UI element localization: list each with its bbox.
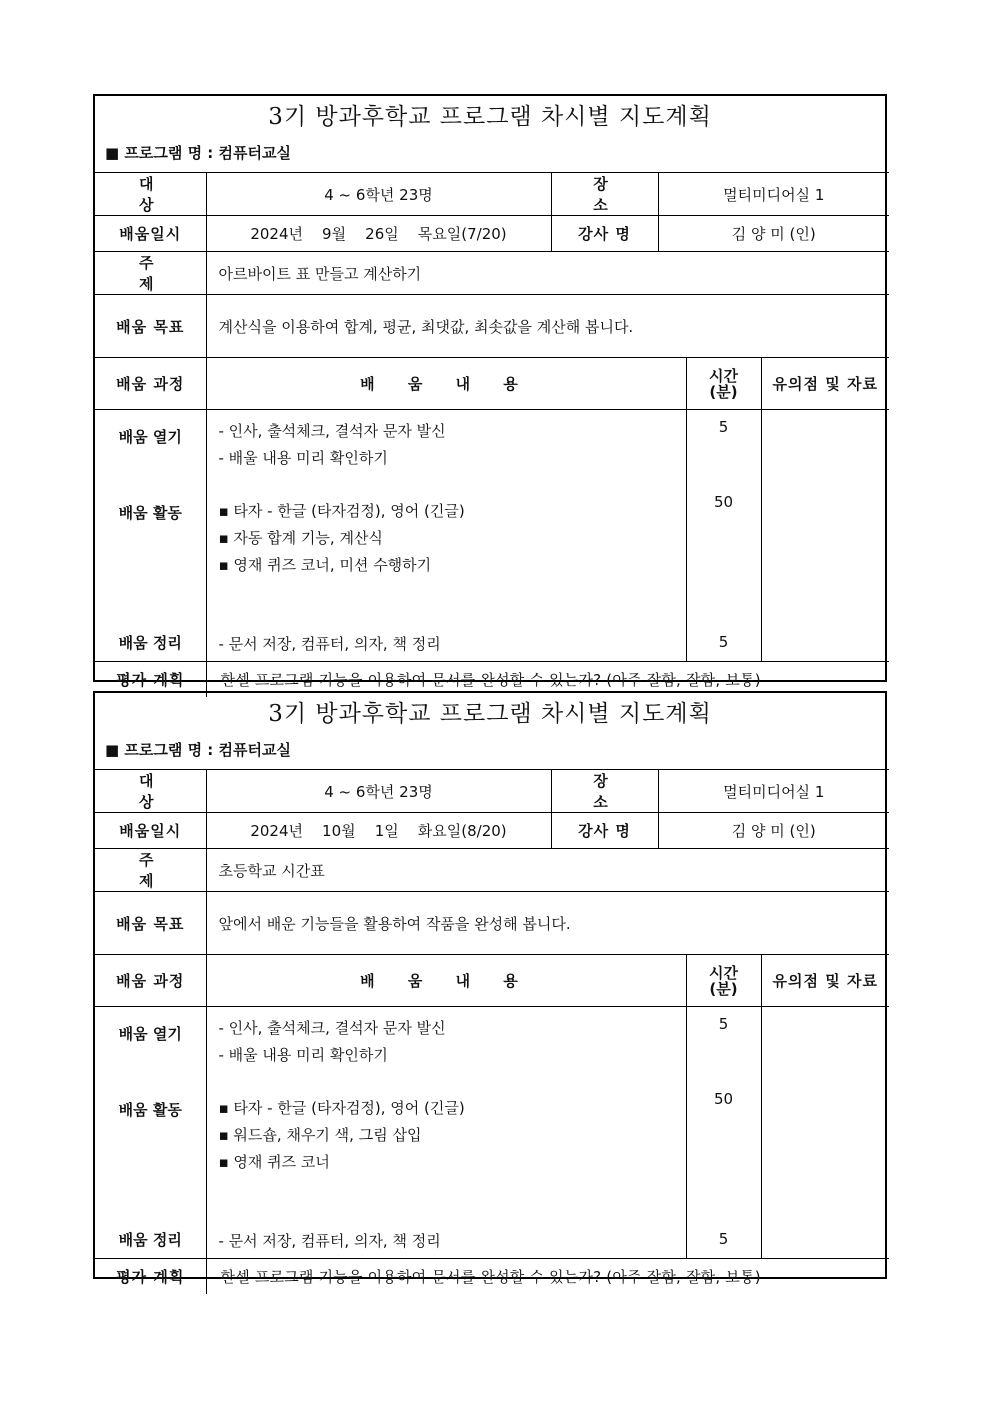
content-column	[206, 1007, 686, 1259]
date-label: 배움일시	[95, 216, 206, 252]
time-open: 5	[718, 418, 729, 436]
process-header: 배움 과정	[95, 955, 206, 1007]
teacher-label: 강사 명	[551, 813, 658, 849]
time-close: 5	[718, 1230, 729, 1248]
content-line: ▪ 영재 퀴즈 코너	[218, 1153, 330, 1171]
content-line: - 인사, 출석체크, 결석자 문자 발신	[218, 422, 446, 440]
target-value: 4 ~ 6학년 23명	[206, 770, 551, 813]
date-label: 배움일시	[95, 813, 206, 849]
content-line: ▪ 영재 퀴즈 코너, 미션 수행하기	[218, 556, 432, 574]
time-activity: 50	[713, 1090, 734, 1108]
time-header	[686, 358, 761, 410]
notes-column	[761, 410, 889, 662]
topic-label: 주 제	[95, 849, 206, 892]
stage-open: 배움 열기	[118, 428, 182, 446]
time-close: 5	[718, 633, 729, 651]
content-line: - 인사, 출석체크, 결석자 문자 발신	[218, 1019, 446, 1037]
stage-column	[95, 410, 206, 662]
content-header: 배 움 내 용	[206, 358, 686, 410]
target-label: 대 상	[95, 173, 206, 216]
goal-label: 배움 목표	[95, 892, 206, 955]
target-label: 대 상	[95, 770, 206, 813]
teacher-value: 김 양 미 (인)	[658, 216, 889, 252]
time-header-line2: (분)	[709, 979, 738, 998]
teacher-value: 김 양 미 (인)	[658, 813, 889, 849]
stage-activity: 배움 활동	[118, 1101, 182, 1119]
process-header: 배움 과정	[95, 358, 206, 410]
content-header: 배 움 내 용	[206, 955, 686, 1007]
content-line: - 배울 내용 미리 확인하기	[218, 1046, 388, 1064]
topic-value: 초등학교 시간표	[206, 849, 889, 892]
time-header-line1: 시간	[709, 963, 738, 982]
stage-close: 배움 정리	[118, 1231, 182, 1249]
place-label: 장 소	[551, 173, 658, 216]
content-line: ▪ 타자 - 한글 (타자검정), 영어 (긴글)	[218, 502, 465, 520]
time-header-line2: (분)	[709, 382, 738, 401]
content-line: ▪ 타자 - 한글 (타자검정), 영어 (긴글)	[218, 1099, 465, 1117]
date-value: 2024년 9월 26일 목요일(7/20)	[206, 216, 551, 252]
eval-value: 한셀 프로그램 기능을 이용하여 문서를 완성할 수 있는가? (아주 잘함, 잘함, 보통)	[206, 1259, 889, 1295]
stage-column	[95, 1007, 206, 1259]
program-name: ■ 프로그램 명 : 컴퓨터교실	[105, 741, 291, 759]
content-line: ▪ 자동 합계 기능, 계산식	[218, 529, 383, 547]
topic-label: 주 제	[95, 252, 206, 295]
date-value: 2024년 10월 1일 화요일(8/20)	[206, 813, 551, 849]
place-value: 멀티미디어실 1	[658, 770, 889, 813]
content-line: ▪ 워드숍, 채우기 색, 그림 삽입	[218, 1126, 422, 1144]
plan-title: 3기 방과후학교 프로그램 차시별 지도계획	[268, 701, 712, 727]
time-header-line1: 시간	[709, 366, 738, 385]
place-label: 장 소	[551, 770, 658, 813]
time-open: 5	[718, 1015, 729, 1033]
goal-value: 계산식을 이용하여 합계, 평균, 최댓값, 최솟값을 계산해 봅니다.	[206, 295, 889, 358]
stage-activity: 배움 활동	[118, 504, 182, 522]
notes-column	[761, 1007, 889, 1259]
stage-close: 배움 정리	[118, 634, 182, 652]
time-column	[686, 410, 761, 662]
target-value: 4 ~ 6학년 23명	[206, 173, 551, 216]
plan-table	[95, 172, 889, 697]
eval-label: 평가 계획	[95, 1259, 206, 1295]
notes-header: 유의점 및 자료	[761, 955, 889, 1007]
content-column	[206, 410, 686, 662]
content-line: - 문서 저장, 컴퓨터, 의자, 책 정리	[218, 1232, 441, 1250]
time-header	[686, 955, 761, 1007]
stage-open: 배움 열기	[118, 1025, 182, 1043]
notes-header: 유의점 및 자료	[761, 358, 889, 410]
lesson-plan-2	[93, 691, 887, 1286]
eval-label: 평가 계획	[95, 662, 206, 698]
teacher-label: 강사 명	[551, 216, 658, 252]
goal-label: 배움 목표	[95, 295, 206, 358]
topic-value: 아르바이트 표 만들고 계산하기	[206, 252, 889, 295]
goal-value: 앞에서 배운 기능들을 활용하여 작품을 완성해 봅니다.	[206, 892, 889, 955]
content-line: - 문서 저장, 컴퓨터, 의자, 책 정리	[218, 635, 441, 653]
place-value: 멀티미디어실 1	[658, 173, 889, 216]
time-activity: 50	[713, 493, 734, 511]
lesson-plan-1	[93, 94, 887, 689]
plan-title: 3기 방과후학교 프로그램 차시별 지도계획	[268, 104, 712, 130]
time-column	[686, 1007, 761, 1259]
content-line: - 배울 내용 미리 확인하기	[218, 449, 388, 467]
program-name: ■ 프로그램 명 : 컴퓨터교실	[105, 144, 291, 162]
eval-value: 한셀 프로그램 기능을 이용하여 문서를 완성할 수 있는가? (아주 잘함, 잘함, 보통)	[206, 662, 889, 698]
plan-table	[95, 769, 889, 1294]
